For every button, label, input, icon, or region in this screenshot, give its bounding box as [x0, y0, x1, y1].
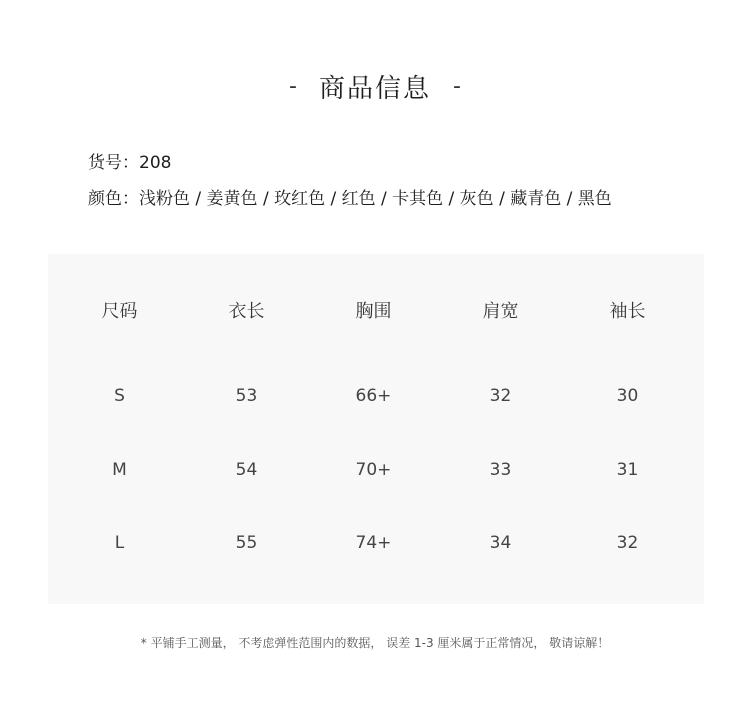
- cell-sleeve: 32: [616, 533, 639, 553]
- cell-chest: 74+: [355, 533, 392, 553]
- cell-length: 54: [235, 460, 258, 480]
- product-colors: 颜色：浅粉色 / 姜黄色 / 玫红色 / 红色 / 卡其色 / 灰色 / 藏青色 / 黑色: [88, 189, 612, 209]
- cell-sleeve: 30: [616, 386, 639, 406]
- size-table-header: [48, 297, 704, 327]
- table-row: [48, 381, 704, 411]
- cell-sleeve: 31: [616, 460, 639, 480]
- page-title-row: [0, 62, 750, 110]
- header-size: 尺码: [101, 301, 138, 322]
- measurement-footnote: * 平铺手工测量， 不考虑弹性范围内的数据， 误差 1-3 厘米属于正常情况， 敬请谅解！: [140, 636, 610, 650]
- title-dash-left: -: [289, 73, 297, 99]
- cell-size: M: [112, 460, 127, 480]
- header-chest: 胸围: [355, 301, 392, 322]
- cell-shoulder: 33: [489, 460, 512, 480]
- product-sku: 货号：208: [88, 153, 172, 173]
- header-sleeve: 袖长: [609, 301, 646, 322]
- cell-chest: 70+: [355, 460, 392, 480]
- cell-length: 55: [235, 533, 258, 553]
- page-title: 商品信息: [318, 73, 431, 104]
- title-dash-right: -: [453, 73, 461, 99]
- header-shoulder: 肩宽: [482, 301, 519, 322]
- table-row: [48, 528, 704, 558]
- cell-shoulder: 34: [489, 533, 512, 553]
- cell-length: 53: [235, 386, 258, 406]
- cell-shoulder: 32: [489, 386, 512, 406]
- table-row: [48, 455, 704, 485]
- header-length: 衣长: [228, 301, 265, 322]
- cell-chest: 66+: [355, 386, 392, 406]
- size-table: [48, 254, 704, 604]
- cell-size: S: [114, 386, 125, 406]
- cell-size: L: [114, 533, 125, 553]
